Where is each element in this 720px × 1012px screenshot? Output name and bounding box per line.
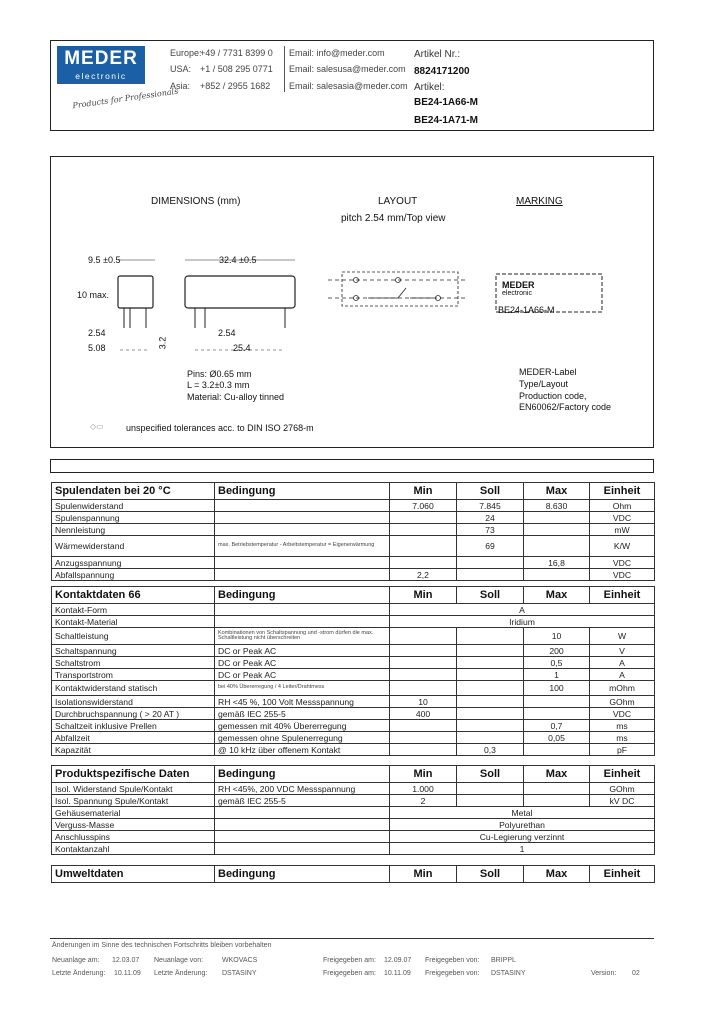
row-min: 400: [390, 708, 457, 720]
table-row: [52, 696, 655, 708]
row-soll: [457, 569, 524, 581]
row-cond: [215, 569, 390, 581]
row-cond: bei 40% Übererregung / 4 Leiter/Drahtmess: [215, 681, 390, 696]
row-max: [524, 783, 590, 795]
marking-logo: MEDER: [502, 280, 535, 290]
row-cond: [215, 843, 390, 855]
table-row: [52, 524, 655, 536]
row-unit: A: [590, 657, 655, 669]
row-cond: DC or Peak AC: [215, 645, 390, 657]
marking-title: MARKING: [516, 196, 563, 207]
row-soll: [457, 795, 524, 807]
footer-line: [50, 938, 654, 939]
row-value: Polyurethan: [390, 819, 655, 831]
contact-region: Asia:: [170, 81, 191, 91]
row-soll: [457, 681, 524, 696]
row-max: [524, 744, 590, 756]
row-unit: A: [590, 669, 655, 681]
row-unit: W: [590, 628, 655, 645]
row-unit: VDC: [590, 512, 655, 524]
row-cond: [215, 616, 390, 628]
row-soll: [457, 669, 524, 681]
produktdaten-table: [51, 765, 655, 855]
kontaktdaten-table: [51, 586, 655, 756]
col-einheit: Einheit: [590, 483, 655, 500]
footer-value: 12.03.07: [112, 957, 140, 964]
layout-drawing: [328, 262, 468, 318]
row-min: 7.060: [390, 500, 457, 512]
row-soll: [457, 628, 524, 645]
pins-spec: Pins: Ø0.65 mm: [187, 369, 252, 379]
row-name: Kontaktanzahl: [52, 843, 215, 855]
spulendaten-table: [51, 482, 655, 581]
col-einheit: Einheit: [590, 587, 655, 604]
dim-3-2: 3.2: [157, 336, 168, 350]
table-header: [52, 766, 655, 783]
row-max: 0,05: [524, 732, 590, 744]
footer-note: Änderungen im Sinne des technischen Fortschritts bleiben vorbehalten: [52, 942, 272, 949]
row-max: 0,7: [524, 720, 590, 732]
row-name: Isol. Spannung Spule/Kontakt: [52, 795, 215, 807]
row-name: Kontakt-Material: [52, 616, 215, 628]
row-soll: 73: [457, 524, 524, 536]
row-soll: [457, 645, 524, 657]
row-name: Schaltzeit inklusive Prellen: [52, 720, 215, 732]
table-row: [52, 628, 655, 645]
col-min: Min: [390, 587, 457, 604]
row-unit: pF: [590, 744, 655, 756]
footer-label: Freigegeben von:: [425, 957, 480, 964]
footer-label: Freigegeben am:: [323, 957, 376, 964]
row-min: [390, 628, 457, 645]
header-separator: [284, 46, 285, 92]
row-name: Anzugsspannung: [52, 557, 215, 569]
material-spec: Material: Cu-alloy tinned: [187, 392, 285, 402]
row-name: Abfallzeit: [52, 732, 215, 744]
row-unit: Ohm: [590, 500, 655, 512]
row-soll: 7.845: [457, 500, 524, 512]
row-min: 1.000: [390, 783, 457, 795]
dimensions-title: DIMENSIONS (mm): [151, 196, 241, 207]
row-max: [524, 696, 590, 708]
row-name: Nennleistung: [52, 524, 215, 536]
footer-label: Freigegeben von:: [425, 970, 480, 977]
row-name: Wärmewiderstand: [52, 536, 215, 557]
footer-value: WKOVACS: [222, 957, 258, 964]
row-max: [524, 795, 590, 807]
contact-phone: +852 / 2955 1682: [200, 81, 271, 91]
artikel-nr-value: 8824171200: [414, 66, 470, 77]
layout-subtitle: pitch 2.54 mm/Top view: [341, 213, 446, 224]
contact-phone: +49 / 7731 8399 0: [200, 48, 273, 58]
row-cond: [215, 557, 390, 569]
col-bedingung: Bedingung: [215, 766, 390, 783]
table-row: [52, 720, 655, 732]
table-row: [52, 557, 655, 569]
row-min: [390, 669, 457, 681]
section-title: Umweltdaten: [52, 866, 215, 883]
row-min: [390, 744, 457, 756]
col-soll: Soll: [457, 587, 524, 604]
row-cond: Kombinationen von Schaltspannung und -strom dürfen die max. Schaltleistung nicht überschreiten: [215, 628, 390, 645]
footer-value: BRIPPL: [491, 957, 516, 964]
row-unit: GOhm: [590, 783, 655, 795]
artikel-nr-label: Artikel Nr.:: [414, 49, 461, 60]
logo-slogan: Products for Professionals: [71, 86, 179, 111]
row-cond: RH <45 %, 100 Volt Messspannung: [215, 696, 390, 708]
row-unit: ms: [590, 720, 655, 732]
row-cond: [215, 512, 390, 524]
dim-25-4: 25.4: [233, 343, 251, 353]
marking-legend-4: EN60062/Factory code: [519, 402, 612, 412]
table-row: [52, 744, 655, 756]
col-einheit: Einheit: [590, 766, 655, 783]
footer-label: Neuanlage am:: [52, 957, 100, 964]
col-soll: Soll: [457, 866, 524, 883]
row-cond: @ 10 kHz über offenem Kontakt: [215, 744, 390, 756]
row-name: Anschlusspins: [52, 831, 215, 843]
table-row: [52, 657, 655, 669]
row-unit: GOhm: [590, 696, 655, 708]
col-max: Max: [524, 866, 590, 883]
row-cond: [215, 524, 390, 536]
row-cond: DC or Peak AC: [215, 657, 390, 669]
footer-label: Freigegeben am:: [323, 970, 376, 977]
tolerance-icon: ◇▭: [90, 422, 104, 431]
table-row: [52, 819, 655, 831]
table-header: [52, 483, 655, 500]
row-min: 10: [390, 696, 457, 708]
table-row: [52, 831, 655, 843]
row-name: Schaltspannung: [52, 645, 215, 657]
row-cond: [215, 831, 390, 843]
row-soll: [457, 783, 524, 795]
row-name: Verguss-Masse: [52, 819, 215, 831]
contact-region: Europe:: [170, 48, 202, 58]
table-row: [52, 843, 655, 855]
section-title: Produktspezifische Daten: [52, 766, 215, 783]
row-min: [390, 645, 457, 657]
col-min: Min: [390, 766, 457, 783]
row-name: Kontaktwiderstand statisch: [52, 681, 215, 696]
row-unit: ms: [590, 732, 655, 744]
row-min: [390, 720, 457, 732]
col-bedingung: Bedingung: [215, 587, 390, 604]
row-max: [524, 569, 590, 581]
row-max: 200: [524, 645, 590, 657]
row-cond: [215, 604, 390, 616]
row-name: Isol. Widerstand Spule/Kontakt: [52, 783, 215, 795]
row-unit: VDC: [590, 708, 655, 720]
footer-label: Letzte Änderung:: [52, 970, 106, 977]
row-max: [524, 536, 590, 557]
row-name: Kontakt-Form: [52, 604, 215, 616]
contact-email: Email: salesusa@meder.com: [289, 64, 406, 74]
table-row: [52, 536, 655, 557]
umweltdaten-table: [51, 865, 655, 883]
table-row: [52, 681, 655, 696]
meder-logo: [57, 46, 145, 84]
marking-legend-1: MEDER-Label: [519, 367, 577, 377]
table-row: [52, 732, 655, 744]
col-max: Max: [524, 483, 590, 500]
row-soll: 0,3: [457, 744, 524, 756]
logo-sub: electronic: [75, 71, 127, 81]
col-max: Max: [524, 587, 590, 604]
row-name: Spulenspannung: [52, 512, 215, 524]
row-value: Iridium: [390, 616, 655, 628]
col-max: Max: [524, 766, 590, 783]
row-unit: mOhm: [590, 681, 655, 696]
table-row: [52, 569, 655, 581]
col-soll: Soll: [457, 766, 524, 783]
row-max: [524, 708, 590, 720]
col-soll: Soll: [457, 483, 524, 500]
contact-email: Email: info@meder.com: [289, 48, 385, 58]
row-name: Transportstrom: [52, 669, 215, 681]
table-row: [52, 512, 655, 524]
row-name: Kapazität: [52, 744, 215, 756]
row-cond: RH <45%, 200 VDC Messspannung: [215, 783, 390, 795]
dim-5-08: 5.08: [88, 343, 106, 353]
row-min: [390, 657, 457, 669]
marking-code: BE24-1A66-M: [498, 305, 555, 315]
table-row: [52, 500, 655, 512]
row-soll: [457, 732, 524, 744]
row-max: 100: [524, 681, 590, 696]
dim-9-5: 9.5 ±0.5: [88, 255, 121, 265]
row-unit: mW: [590, 524, 655, 536]
row-min: [390, 536, 457, 557]
row-unit: VDC: [590, 557, 655, 569]
row-name: Schaltstrom: [52, 657, 215, 669]
row-max: 1: [524, 669, 590, 681]
row-cond: max. Betriebstemperatur - Arbeitstemperatur = Eigenerwärmung: [215, 536, 390, 557]
row-cond: [215, 500, 390, 512]
table-row: [52, 616, 655, 628]
footer-value: 10.11.09: [114, 970, 141, 977]
marking-legend-2: Type/Layout: [519, 379, 569, 389]
col-min: Min: [390, 866, 457, 883]
dim-32-4: 32.4 ±0.5: [219, 255, 257, 265]
col-min: Min: [390, 483, 457, 500]
footer-value: 02: [632, 970, 640, 977]
row-value: Cu-Legierung verzinnt: [390, 831, 655, 843]
table-header: [52, 866, 655, 883]
dim-10max: 10 max.: [77, 290, 110, 300]
row-name: Durchbruchspannung ( > 20 AT ): [52, 708, 215, 720]
dim-2-54-b: 2.54: [218, 328, 236, 338]
marking-legend-3: Production code,: [519, 391, 587, 401]
artikel-value-1: BE24-1A66-M: [414, 97, 478, 108]
table-row: [52, 669, 655, 681]
row-name: Schaltleistung: [52, 628, 215, 645]
row-cond: [215, 819, 390, 831]
footer-value: DSTASINY: [222, 970, 257, 977]
row-name: Isolationswiderstand: [52, 696, 215, 708]
table-header: [52, 587, 655, 604]
row-name: Abfallspannung: [52, 569, 215, 581]
row-min: [390, 524, 457, 536]
row-min: 2,2: [390, 569, 457, 581]
footer-value: 10.11.09: [384, 970, 411, 977]
row-value: A: [390, 604, 655, 616]
table-row: [52, 604, 655, 616]
row-cond: gemäß IEC 255-5: [215, 708, 390, 720]
row-max: 0,5: [524, 657, 590, 669]
row-unit: kV DC: [590, 795, 655, 807]
footer-label: Letzte Änderung:: [154, 970, 208, 977]
section-title: Kontaktdaten 66: [52, 587, 215, 604]
layout-title: LAYOUT: [378, 196, 418, 207]
table-row: [52, 795, 655, 807]
row-unit: VDC: [590, 569, 655, 581]
row-max: 8.630: [524, 500, 590, 512]
row-cond: gemessen mit 40% Übererregung: [215, 720, 390, 732]
table-row: [52, 645, 655, 657]
row-name: Gehäusematerial: [52, 807, 215, 819]
footer-value: DSTASINY: [491, 970, 526, 977]
row-value: Metal: [390, 807, 655, 819]
row-min: [390, 732, 457, 744]
row-soll: 24: [457, 512, 524, 524]
row-min: [390, 512, 457, 524]
tolerance-note: unspecified tolerances acc. to DIN ISO 2768-m: [126, 423, 314, 433]
row-max: 10: [524, 628, 590, 645]
row-min: 2: [390, 795, 457, 807]
footer-label: Neuanlage von:: [154, 957, 204, 964]
artikel-label: Artikel:: [414, 82, 445, 93]
dim-2-54-a: 2.54: [88, 328, 106, 338]
row-soll: [457, 657, 524, 669]
row-min: [390, 681, 457, 696]
artikel-value-2: BE24-1A71-M: [414, 115, 478, 126]
row-cond: gemessen ohne Spulenerregung: [215, 732, 390, 744]
row-value: 1: [390, 843, 655, 855]
pin-length-spec: L = 3.2±0.3 mm: [187, 380, 250, 390]
table-row: [52, 783, 655, 795]
row-unit: K/W: [590, 536, 655, 557]
row-min: [390, 557, 457, 569]
contact-region: USA:: [170, 64, 192, 74]
col-bedingung: Bedingung: [215, 866, 390, 883]
logo-name: MEDER: [64, 48, 138, 69]
row-cond: gemäß IEC 255-5: [215, 795, 390, 807]
table-row: [52, 807, 655, 819]
row-max: 16,8: [524, 557, 590, 569]
marking-logo-sub: electronic: [502, 290, 532, 297]
contact-email: Email: salesasia@meder.com: [289, 81, 408, 91]
row-soll: [457, 720, 524, 732]
row-soll: [457, 696, 524, 708]
row-soll: 69: [457, 536, 524, 557]
row-max: [524, 512, 590, 524]
contact-phone: +1 / 508 295 0771: [200, 64, 273, 74]
footer-label: Version:: [591, 970, 617, 977]
section-title: Spulendaten bei 20 °C: [52, 483, 215, 500]
row-soll: [457, 708, 524, 720]
row-name: Spulenwiderstand: [52, 500, 215, 512]
row-soll: [457, 557, 524, 569]
footer-value: 12.09.07: [384, 957, 412, 964]
table-row: [52, 708, 655, 720]
row-unit: V: [590, 645, 655, 657]
col-einheit: Einheit: [590, 866, 655, 883]
row-max: [524, 524, 590, 536]
empty-bar: [50, 459, 654, 473]
row-cond: [215, 807, 390, 819]
col-bedingung: Bedingung: [215, 483, 390, 500]
row-cond: DC or Peak AC: [215, 669, 390, 681]
